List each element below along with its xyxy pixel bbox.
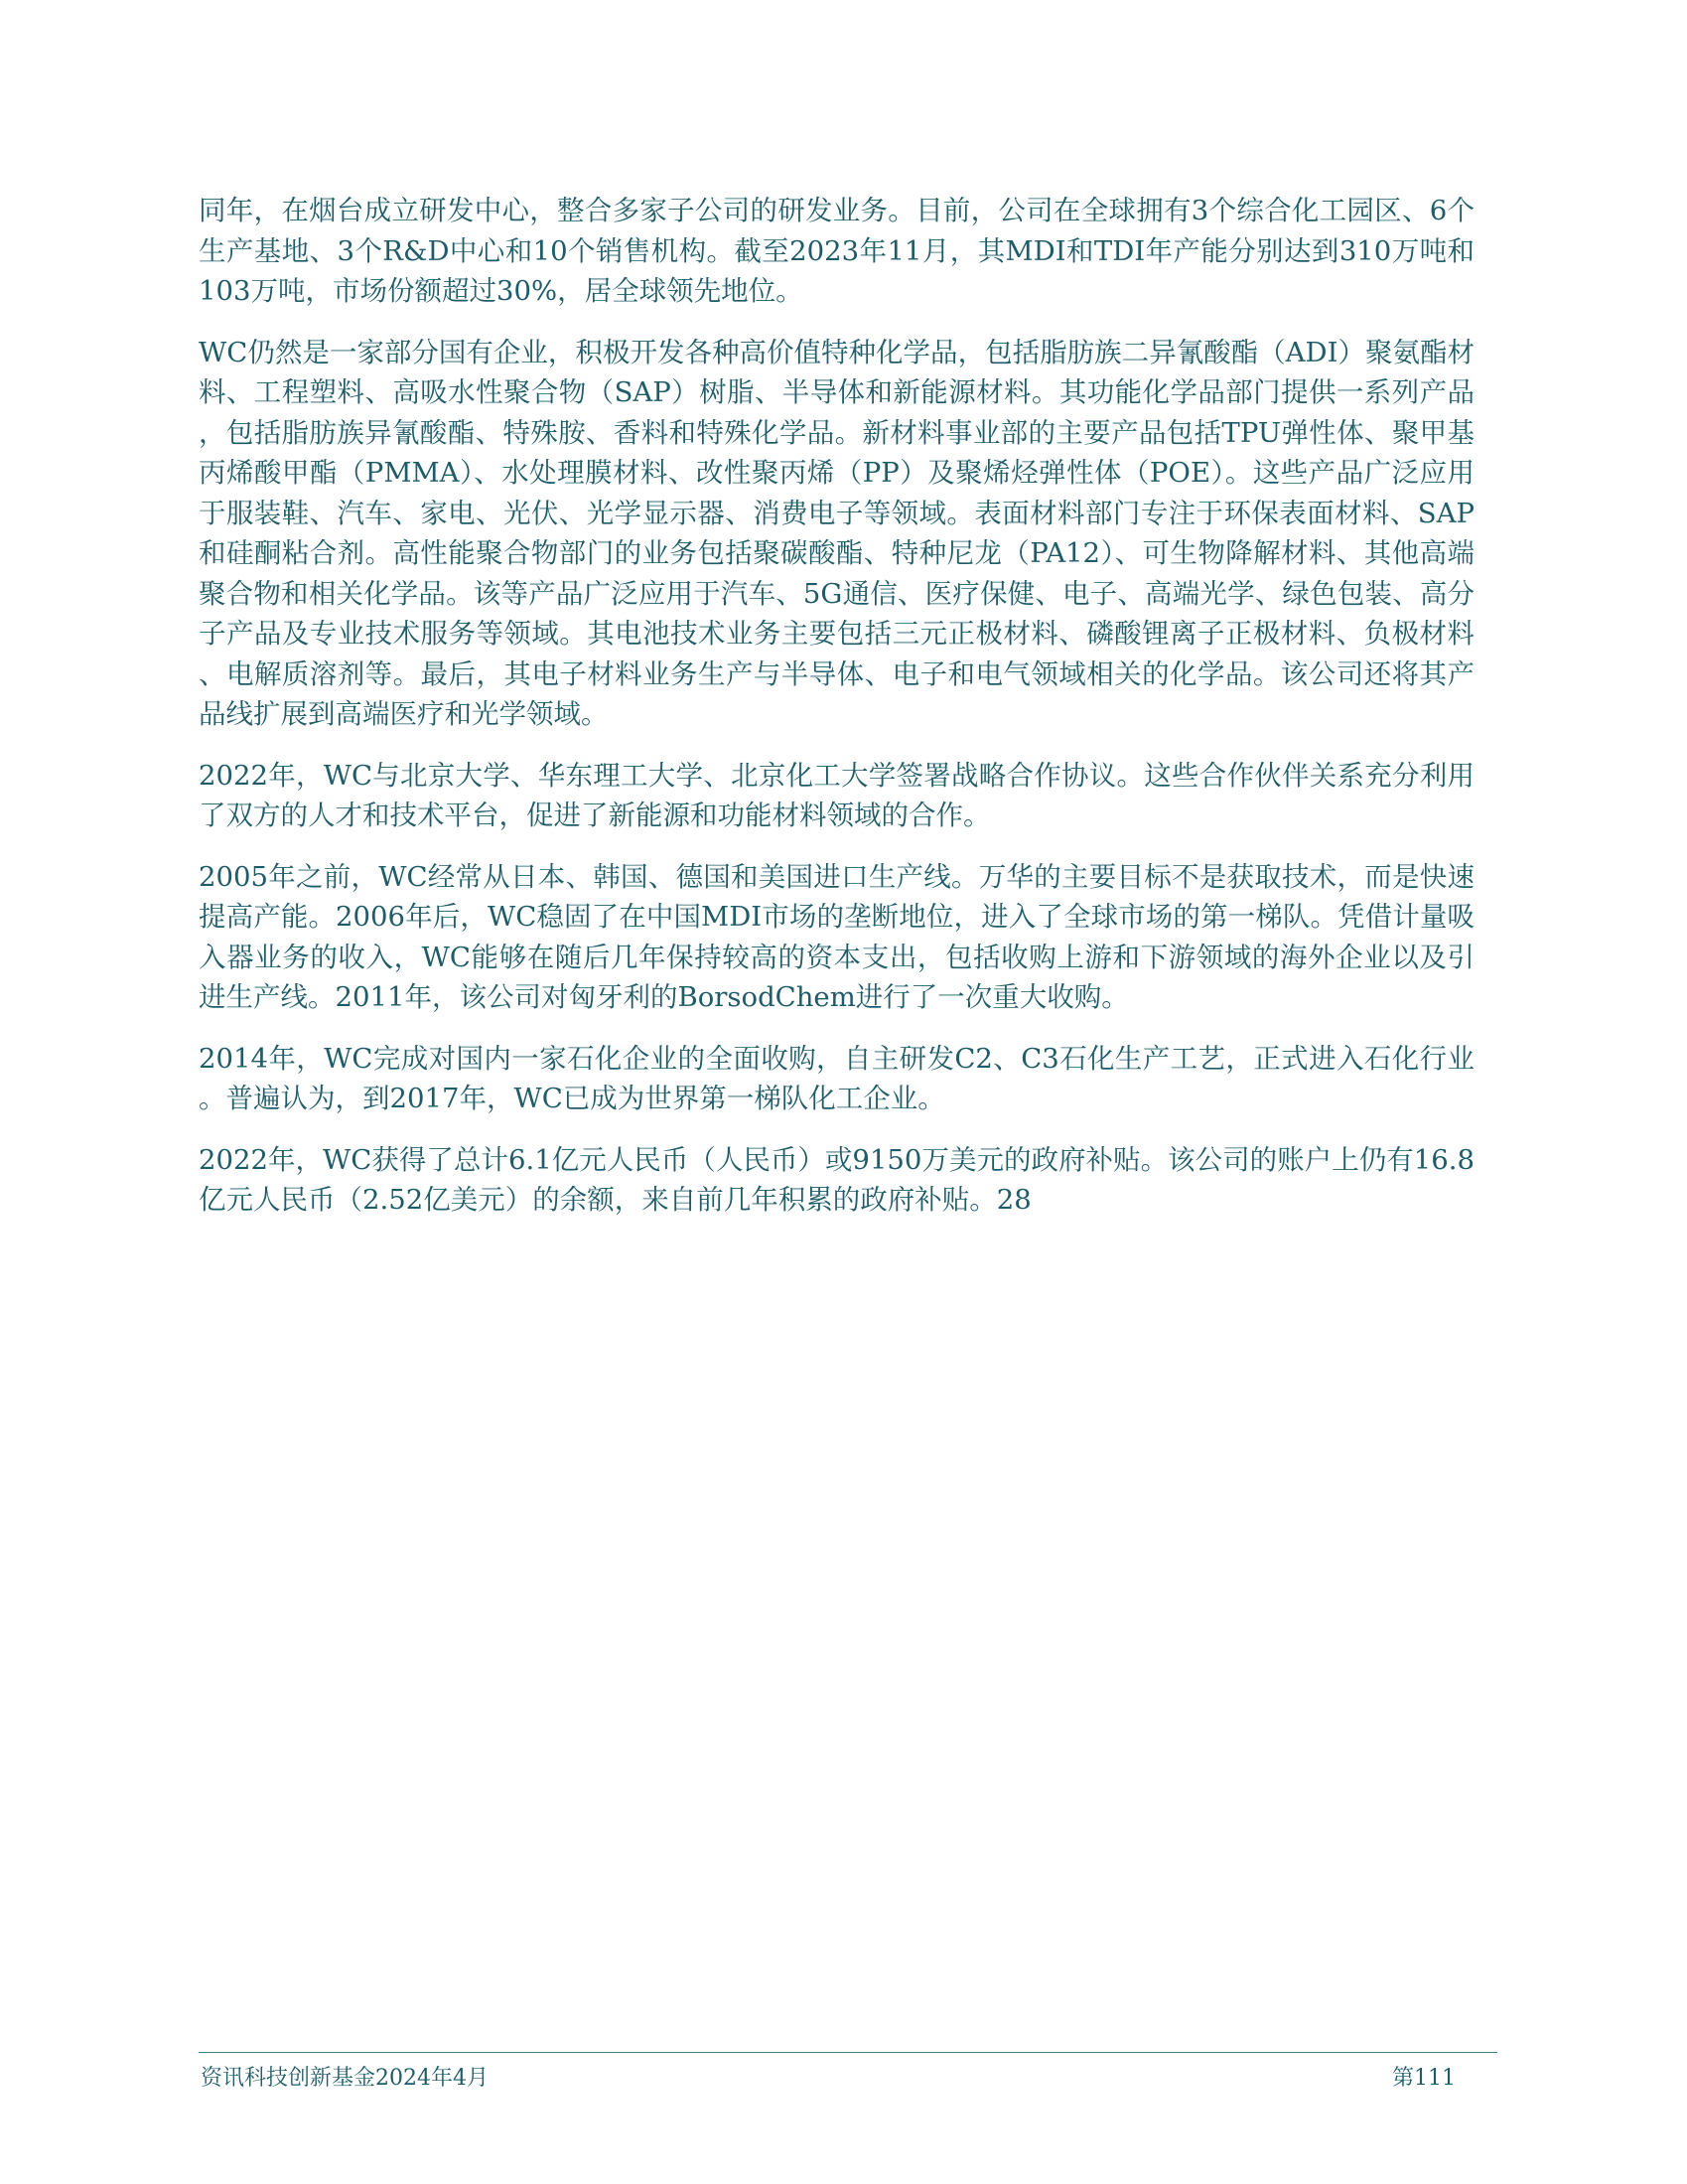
- footer-publication: 资讯科技创新基金2024年4月: [201, 2066, 489, 2091]
- paragraph-5: 2014年，WC完成对国内一家石化企业的全面收购，自主研发C2、C3石化生产工艺，正式进入石化行业。普遍认为，到2017年，WC已成为世界第一梯队化工企业。: [199, 1042, 1475, 1114]
- footer-divider: [199, 2052, 1497, 2053]
- body-text: [199, 191, 1475, 1241]
- paragraph-1: 同年，在烟台成立研发中心，整合多家子公司的研发业务。目前，公司在全球拥有3个综合化工园区、6个生产基地、3个R&D中心和10个销售机构。截至2023年11月，其MDI和TDI年产能分别达到310万吨和103万吨，市场份额超过30%，居全球领先地位。: [199, 195, 1475, 307]
- paragraph-3: 2022年，WC与北京大学、华东理工大学、北京化工大学签署战略合作协议。这些合作伙伴关系充分利用了双方的人才和技术平台，促进了新能源和功能材料领域的合作。: [199, 759, 1475, 831]
- paragraph-4: 2005年之前，WC经常从日本、韩国、德国和美国进口生产线。万华的主要目标不是获取技术，而是快速提高产能。2006年后，WC稳固了在中国MDI市场的垄断地位，进入了全球市场的第一梯队。凭借计量吸入器业务的收入，WC能够在随后几年保持较高的资本支出，包括收购上游和下游领域的海外企业以及引进生产线。2011年，该公司对匈牙利的BorsodChem进行了一次重大收购。: [199, 860, 1475, 1013]
- page-number: 第111: [1392, 2066, 1456, 2091]
- paragraph-6: 2022年，WC获得了总计6.1亿元人民币（人民币）或9150万美元的政府补贴。该公司的账户上仍有16.8亿元人民币（2.52亿美元）的余额，来自前几年积累的政府补贴。28: [199, 1143, 1475, 1216]
- paragraph-2: WC仍然是一家部分国有企业，积极开发各种高价值特种化学品，包括脂肪族二异氰酸酯（ADI）聚氨酯材料、工程塑料、高吸水性聚合物（SAP）树脂、半导体和新能源材料。其功能化学品部门提供一系列产品，包括脂肪族异氰酸酯、特殊胺、香料和特殊化学品。新材料事业部的主要产品包括TPU弹性体、聚甲基丙烯酸甲酯（PMMA）、水处理膜材料、改性聚丙烯（PP）及聚烯烃弹性体（POE）。这些产品广泛应用于服装鞋、汽车、家电、光伏、光学显示器、消费电子等领域。表面材料部门专注于环保表面材料、SAP和硅酮粘合剂。高性能聚合物部门的业务包括聚碳酸酯、特种尼龙（PA12）、可生物降解材料、其他高端聚合物和相关化学品。该等产品广泛应用于汽车、5G通信、医疗保健、电子、高端光学、绿色包装、高分子产品及专业技术服务等领域。其电池技术业务主要包括三元正极材料、磷酸锂离子正极材料、负极材料、电解质溶剂等。最后，其电子材料业务生产与半导体、电子和电气领域相关的化学品。该公司还将其产品线扩展到高端医疗和光学领域。: [199, 336, 1475, 730]
